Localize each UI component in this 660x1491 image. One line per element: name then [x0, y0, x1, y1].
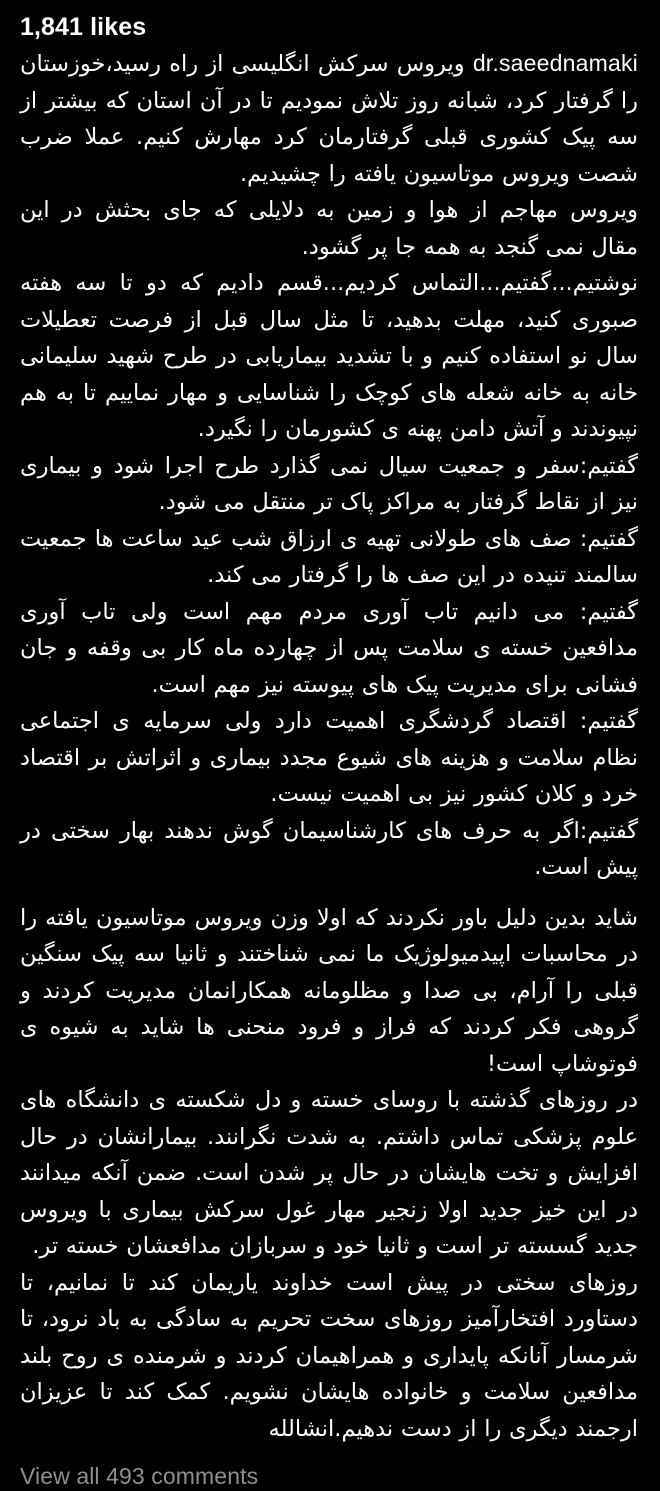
caption-paragraph: [20, 1265, 638, 1448]
caption-paragraph: [20, 900, 638, 1083]
caption-paragraph: [20, 45, 638, 192]
caption-paragraph-text: گفتیم: می دانیم تاب آوری مردم مهم است ولی تاب آوری مدافعین خسته ی سلامت پس از چهارده ماه کار بی وقفه و جان فشانی برای مدیریت پیک های پیوسته نیز مهم است.: [20, 598, 638, 698]
likes-count[interactable]: 1,841 likes: [20, 13, 147, 41]
caption-paragraph-text: ویروس مهاجم از هوا و زمین به دلایلی که جای بحثش در این مقال نمی گنجد به همه جا پر گشود.: [20, 197, 638, 260]
caption-text-block: [20, 45, 638, 1447]
caption-paragraph-text: گفتیم:سفر و جمعیت سیال نمی گذارد طرح اجرا شود و بیماری نیز از نقاط گرفتار به مراکز پاک تر منتقل می شود.: [20, 452, 638, 515]
caption-paragraph: [20, 521, 638, 594]
view-all-comments-link[interactable]: View all 493 comments: [20, 1463, 259, 1489]
caption-paragraph-text: ویروس سرکش انگلیسی از راه رسید،خوزستان را گرفتار کرد، شبانه روز تلاش نمودیم تا در آن استان که بیشتر از سه پیک کشوری قبلی گرفتارمان کرد مهارش کنیم. عملا ضرب شصت ویروس موتاسیون یافته را چشیدیم.: [20, 51, 638, 187]
username-link[interactable]: dr.saeednamaki: [472, 50, 638, 76]
caption-paragraph-text: گفتیم: صف های طولانی تهیه ی ارزاق شب عید ساعت ها جمعیت سالمند تنیده در این صف ها را گرفتار می کند.: [20, 525, 638, 588]
caption-paragraph: [20, 1082, 638, 1265]
comments-row: [20, 1461, 638, 1491]
likes-row: [20, 12, 638, 42]
caption-paragraph-text: گفتیم: اقتصاد گردشگری اهمیت دارد ولی سرمایه ی اجتماعی نظام سلامت و هزینه های شیوع مجدد بیماری و اثراتش بر اقتصاد خرد و کلان کشور نیز بی اهمیت نیست.: [20, 708, 638, 807]
caption-paragraph: [20, 448, 638, 521]
caption-paragraph: [20, 813, 638, 886]
caption-paragraph: [20, 703, 638, 813]
caption-paragraph: [20, 594, 638, 704]
caption-paragraph-text: نوشتیم...گفتیم...التماس کردیم...قسم دادیم که دو تا سه هفته صبوری کنید، مهلت بدهید، تا مثل سال قبل از فرصت تعطیلات سال نو استفاده کنیم و با تشدید بیماریابی در طرح شهید سلیمانی خانه به خانه شعله های کوچک را شناسایی و مهار نماییم تا به هم نپیوندند و آتش دامن پهنه ی کشورمان را نگیرد.: [20, 270, 638, 442]
caption-paragraph: [20, 265, 638, 448]
caption-paragraph-text: روزهای سختی در پیش است خداوند یاریمان کند تا نمانیم، تا دستاورد افتخارآمیز روزهای سخت تحریم به سادگی به باد نرود، تا شرمسار آنانکه پایداری و همراهیمان کردند و شرمنده ی روح بلند مدافعین سلامت و خانواده هایشان نشویم. کمک کند تا عزیزان ارجمند دیگری را از دست ندهیم.انشالله: [20, 1269, 638, 1442]
caption-paragraph-text: شاید بدین دلیل باور نکردند که اولا وزن ویروس موتاسیون یافته را در محاسبات اپیدمیولوژیک ما نمی شناختند و ثانیا سه پیک سنگین قبلی را آرام، بی صدا و مظلومانه همکارانمان مدیریت کردند و گروهی فکر کردند که فراز و فرود منحنی ها شاید به شیوه ی فوتوشاپ است!: [20, 904, 638, 1077]
caption-paragraph-text: گفتیم:اگر به حرف های کارشناسیمان گوش ندهند بهار سختی در پیش است.: [20, 817, 638, 880]
caption-paragraph-text: در روزهای گذشته با روسای خسته و دل شکسته ی دانشگاه های علوم پزشکی تماس داشتم. به شدت نگرانند. بیمارانشان در حال افزایش و تخت هایشان در حال پر شدن است. ضمن آنکه میدانند در این خیز جدید اولا زنجیر مهار غول سرکش بیماری با ویروس جدید گسسته تر است و ثانیا خود و سربازان مدافعشان خسته تر.: [20, 1087, 638, 1259]
caption-paragraph: [20, 192, 638, 265]
